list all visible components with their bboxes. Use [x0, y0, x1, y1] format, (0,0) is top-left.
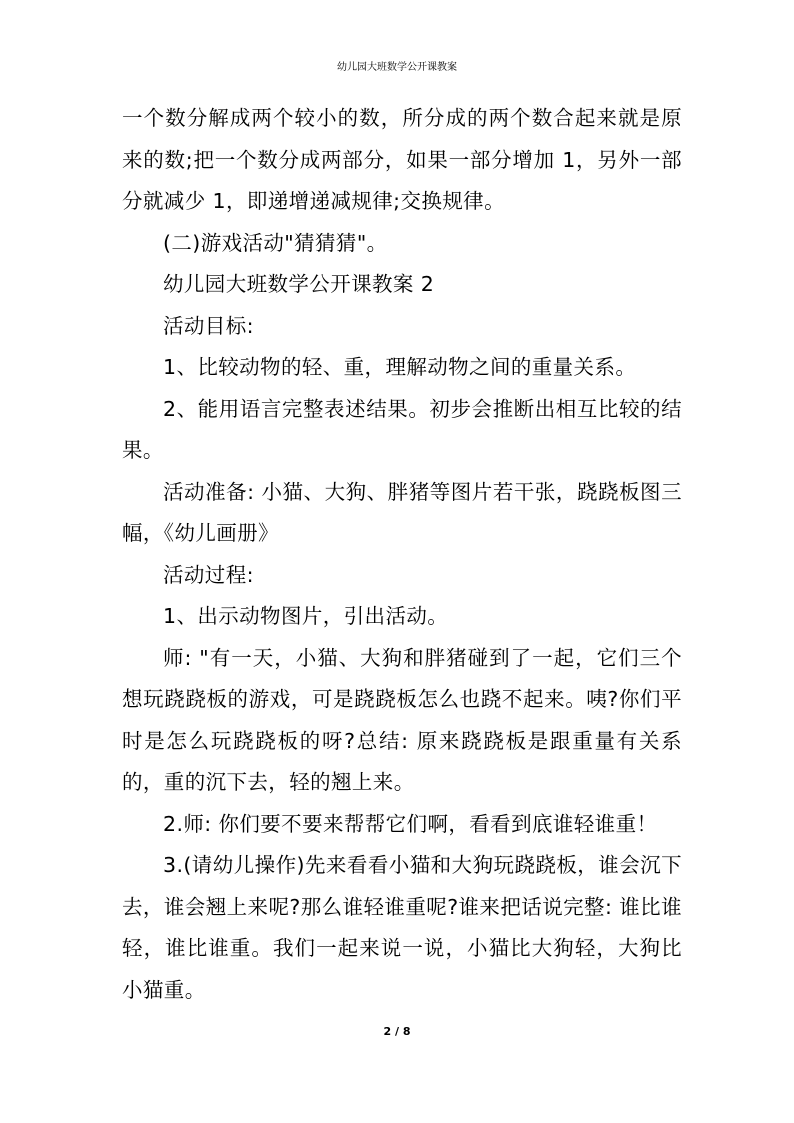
section-heading: 幼儿园大班数学公开课教案 2 [163, 272, 435, 296]
page-header: 幼儿园大班数学公开课教案 [337, 62, 457, 73]
paragraph: 1、比较动物的轻、重，理解动物之间的重量关系。 [163, 355, 637, 379]
page-number: 2 / 8 [383, 1025, 411, 1038]
paragraph: 师: "有一天，小猫、大狗和胖猪碰到了一起，它们三个想玩跷跷板的游戏，可是跷跷板怎么也跷不起来。咦?你们平时是怎么玩跷跷板的呀?总结: 原来跷跷板是跟重量有关系的，重的沉下去，轻的翘上来。 [122, 645, 682, 794]
paragraph: 2、能用语言完整表述结果。初步会推断出相互比较的结果。 [122, 396, 682, 462]
paragraph: 活动目标: [163, 313, 254, 338]
paragraph: 3.(请幼儿操作)先来看看小猫和大狗玩跷跷板，谁会沉下去，谁会翘上来呢?那么谁轻谁重呢?谁来把话说完整: 谁比谁轻，谁比谁重。我们一起来说一说，小猫比大狗轻，大狗比小猫重。 [122, 853, 682, 1002]
paragraph: 1、出示动物图片，引出活动。 [163, 604, 449, 628]
paragraph: 2.师: 你们要不要来帮帮它们啊，看看到底谁轻谁重！ [163, 811, 658, 836]
paragraph: (二)游戏活动"猜猜猜"。 [163, 230, 388, 255]
paragraph: 一个数分解成两个较小的数，所分成的两个数合起来就是原来的数;把一个数分成两部分，如果一部分增加 1，另外一部分就减少 1，即递增递减规律;交换规律。 [122, 106, 682, 213]
paragraph: 活动过程: [163, 562, 254, 587]
document-body [122, 98, 682, 1011]
paragraph: 活动准备: 小猫、大狗、胖猪等图片若干张，跷跷板图三幅，《幼儿画册》 [122, 479, 682, 545]
